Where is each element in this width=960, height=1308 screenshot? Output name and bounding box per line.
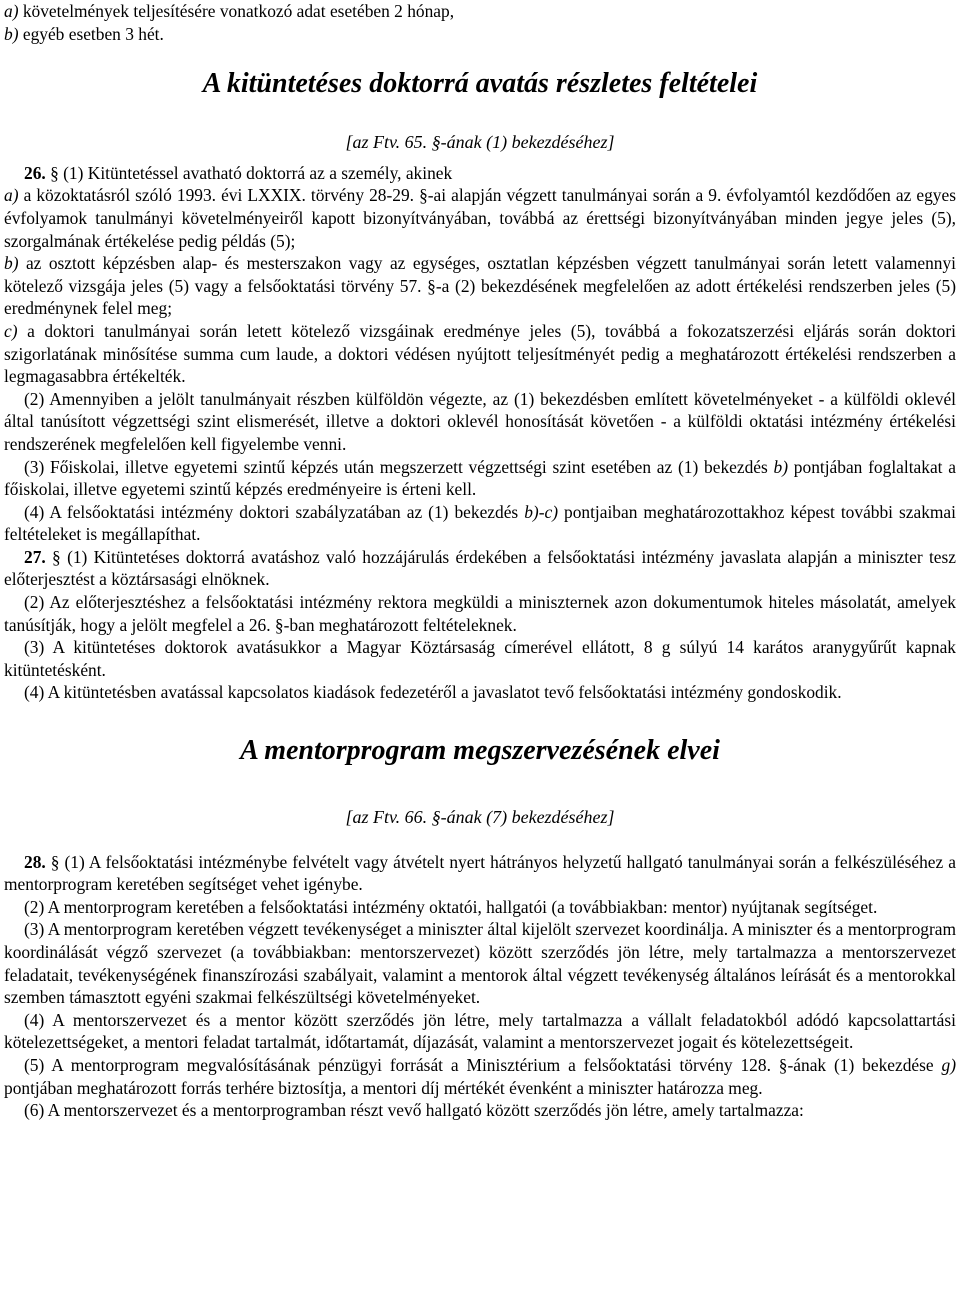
paragraph-text: § (1) Kitüntetéssel avatható doktorrá az a személy, akinek xyxy=(45,162,453,183)
paragraph-28-3: (3) A mentorprogram keretében végzett tevékenységet a miniszter által kijelölt szervezet koordinálja. A miniszter és a mentorprogram koordinálását végző szervezet (a továbbiakban: mentorszervezet) között szerződés jön létre, mely tartalmazza a mentorszervezet feladatait, tevékenységének finanszírozási szabályait, valamint a mentorok által végzett tevékenység általános leírását és a mentorokkal szemben támasztott egyéni szakmai felkészültségi követelményeket. xyxy=(4,919,956,1008)
paragraph-26-c xyxy=(4,320,956,388)
item-letter: b) xyxy=(773,456,789,477)
paragraph-text: (3) Főiskolai, illetve egyetemi szintű képzés után megszerzett végzettségi szint esetében az (1) bekezdés xyxy=(24,456,774,477)
paragraph-text: pontjában meghatározott forrás terhére biztosítja, a mentori díj mértékét évenként a miniszter határozza meg. xyxy=(4,1077,763,1098)
paragraph-text: (5) A mentorprogram megvalósításának pénzügyi forrását a Minisztérium a felsőoktatási törvény 128. §-ának (1) bekezdése xyxy=(24,1054,942,1075)
section-title: A kitüntetéses doktorrá avatás részletes feltételei xyxy=(202,68,758,100)
paragraph-26-1 xyxy=(4,162,956,185)
item-text: egyéb esetben 3 hét. xyxy=(18,23,164,44)
item-letter: b) xyxy=(4,23,19,44)
list-item-b xyxy=(4,23,956,46)
section-reference: [az Ftv. 65. §-ának (1) bekezdéséhez] xyxy=(345,132,615,153)
paragraph-text: a közoktatásról szóló 1993. évi LXXIX. törvény 28-29. §-ai alapján végzett tanulmányai során a 9. évfolyamtól kezdődően az egyes évfolyamok tanulmányi követelményeiről kapott bizonyítványában, továbbá az érettségi bizonyítványában minden jegye jeles (5), szorgalmának értékelése pedig példás (5); xyxy=(4,185,956,251)
paragraph-text: az osztott képzésben alap- és mesterszakon vagy az egységes, osztatlan képzésben végzett tanulmányai során letett valamennyi kötelező vizsgája jeles (5) vagy a felsőoktatási törvény 57. §-a (2) bekezdésének megfelelően az adott értékelési rendszerben jeles (5) eredménynek felel meg; xyxy=(4,253,956,319)
paragraph-28-4: (4) A mentorszervezet és a mentor között szerződés jön létre, mely tartalmazza a vállalt feladatokból adódó kapcsolattartási kötelezettségeket, a mentori feladat tartalmát, időtartamát, díjazását, valamint a mentorszervezet jogait és kötelezettségeit. xyxy=(4,1009,956,1053)
item-letter: g) xyxy=(941,1054,956,1075)
paragraph-27-1 xyxy=(4,546,956,591)
section-reference: [az Ftv. 66. §-ának (7) bekezdéséhez] xyxy=(345,807,615,828)
paragraph-26-b xyxy=(4,252,956,320)
paragraph-26-a xyxy=(4,184,956,252)
paragraph-27-2: (2) Az előterjesztéshez a felsőoktatási intézmény rektora megküldi a miniszternek azon dokumentumok hiteles másolatát, amelyek tanúsítják, hogy a jelölt megfelel a 26. §-ban meghatározott feltételeknek. xyxy=(4,592,956,635)
paragraph-text: § (1) A felsőoktatási intézménybe felvételt vagy átvételt nyert hátrányos helyzetű hallgató tanulmányai során a felkészüléséhez a mentorprogram keretében segítséget vehet igénybe. xyxy=(4,851,956,895)
paragraph-27-4: (4) A kitüntetésben avatással kapcsolatos kiadások fedezetéről a javaslatot tevő felsőoktatási intézmény gondoskodik. xyxy=(24,682,842,703)
item-letter: b) xyxy=(4,253,19,274)
paragraph-28-5 xyxy=(4,1054,956,1099)
paragraph-28-6: (6) A mentorszervezet és a mentorprogramban részt vevő hallgató között szerződés jön létre, amely tartalmazza: xyxy=(24,1100,804,1121)
paragraph-26-2: (2) Amennyiben a jelölt tanulmányait részben külföldön végezte, az (1) bekezdésben említett követelményeket - a külföldi oklevél által tanúsított végzettségi szint elismerését, illetve a doktori oklevél honosítását követően - a külföldi oktatási intézmény értékelési rendszerének megfelelően kell figyelembe venni. xyxy=(4,388,956,454)
item-text: követelmények teljesítésére vonatkozó adat esetében 2 hónap, xyxy=(18,1,455,21)
paragraph-28-2: (2) A mentorprogram keretében a felsőoktatási intézmény oktatói, hallgatói (a továbbiakban: mentor) nyújtanak segítséget. xyxy=(24,896,878,917)
paragraph-26-4 xyxy=(4,501,956,546)
section-number: 26. xyxy=(24,162,46,183)
item-letter: b)-c) xyxy=(524,501,558,522)
paragraph-28-1 xyxy=(4,851,956,896)
item-letter: a) xyxy=(4,185,19,206)
item-letter: a) xyxy=(4,1,19,21)
section-number: 27. xyxy=(24,546,46,567)
paragraph-text: § (1) Kitüntetéses doktorrá avatáshoz való hozzájárulás érdekében a felsőoktatási intézmény javaslata alapján a miniszter tesz előterjesztést a köztársasági elnöknek. xyxy=(4,546,956,590)
paragraph-26-3 xyxy=(4,456,956,501)
paragraph-27-3: (3) A kitüntetéses doktorok avatásukkor a Magyar Köztársaság címerével ellátott, 8 g súlyú 14 karátos aranygyűrűt kapnak kitüntetésként. xyxy=(4,637,956,680)
item-letter: c) xyxy=(4,320,18,341)
paragraph-text: pontjaiban meghatározottakhoz képest további szakmai feltételeket is megállapíthat. xyxy=(4,501,956,545)
paragraph-text: pontjában foglaltakat a főiskolai, illetve egyetemi szintű képzés eredményeire is érteni kell. xyxy=(4,456,956,500)
list-item-a xyxy=(4,0,956,23)
section-number: 28. xyxy=(24,851,46,872)
paragraph-text: (4) A felsőoktatási intézmény doktori szabályzatában az (1) bekezdés xyxy=(24,501,525,522)
paragraph-text: a doktori tanulmányai során letett kötelező vizsgáinak eredménye jeles (5), továbbá a fokozatszerzési eljárás során doktori szigorlatának minősítése summa cum laude, a doktori védésen nyújtott teljesítményét pedig a meghatározott értékelési rendszerben a legmagasabbra értékelték. xyxy=(4,320,956,387)
section-title: A mentorprogram megszervezésének elvei xyxy=(240,735,720,767)
